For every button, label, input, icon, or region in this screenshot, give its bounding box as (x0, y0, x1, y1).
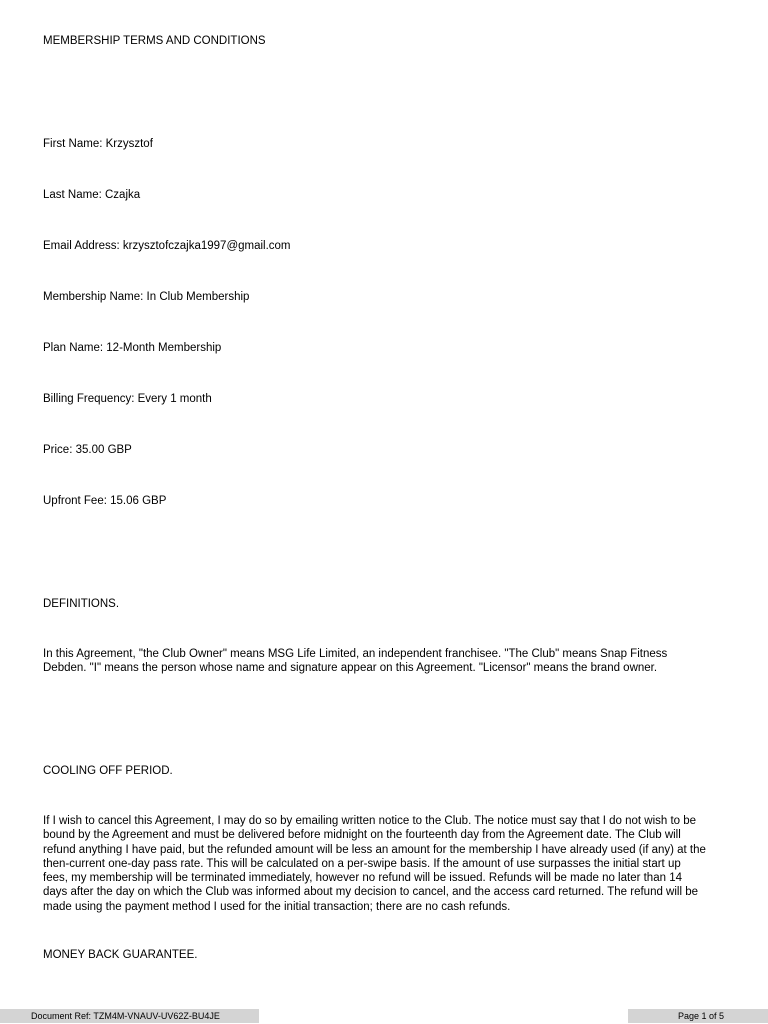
cooling-off-heading: COOLING OFF PERIOD. (43, 765, 173, 777)
upfront-fee-field: Upfront Fee: 15.06 GBP (43, 495, 167, 507)
cooling-off-text: If I wish to cancel this Agreement, I may do so by emailing written notice to the Club. The notice must say that I do not wish to be bound by the Agreement and must be delivered before midnight on the fourteenth day from the Agreement date. The Club will refund anything I have paid, but the refunded amount will be less an amount for the membership I have already used (if any) at the then-current one-day pass rate. This will be calculated on a per-swipe basis. If the amount of use surpasses the initial start up fees, my membership will be terminated immediately, however no refund will be issued. Refunds will be made no later than 14 days after the day on which the Club was informed about my decision to cancel, and the access card returned. The refund will be made using the payment method I used for the initial transaction; there are no cash refunds. (43, 815, 706, 913)
document-ref-footer: Document Ref: TZM4M-VNAUV-UV62Z-BU4JE (0, 1009, 259, 1023)
first-name-field: First Name: Krzysztof (43, 138, 153, 150)
definitions-heading: DEFINITIONS. (43, 598, 120, 610)
document-title: MEMBERSHIP TERMS AND CONDITIONS (43, 35, 266, 47)
membership-name-field: Membership Name: In Club Membership (43, 291, 250, 303)
billing-frequency-field: Billing Frequency: Every 1 month (43, 393, 212, 405)
price-field: Price: 35.00 GBP (43, 444, 132, 456)
money-back-heading: MONEY BACK GUARANTEE. (43, 949, 198, 961)
plan-name-field: Plan Name: 12-Month Membership (43, 342, 222, 354)
email-field: Email Address: krzysztofczajka1997@gmail.com (43, 240, 291, 252)
last-name-field: Last Name: Czajka (43, 189, 141, 201)
definitions-text: In this Agreement, "the Club Owner" means MSG Life Limited, an independent franchisee. "The Club" means Snap Fitness Debden. "I" means the person whose name and signature appear on this Agreement. "Licensor" means the brand owner. (43, 648, 668, 675)
page-indicator: Page 1 of 5 (628, 1009, 768, 1023)
